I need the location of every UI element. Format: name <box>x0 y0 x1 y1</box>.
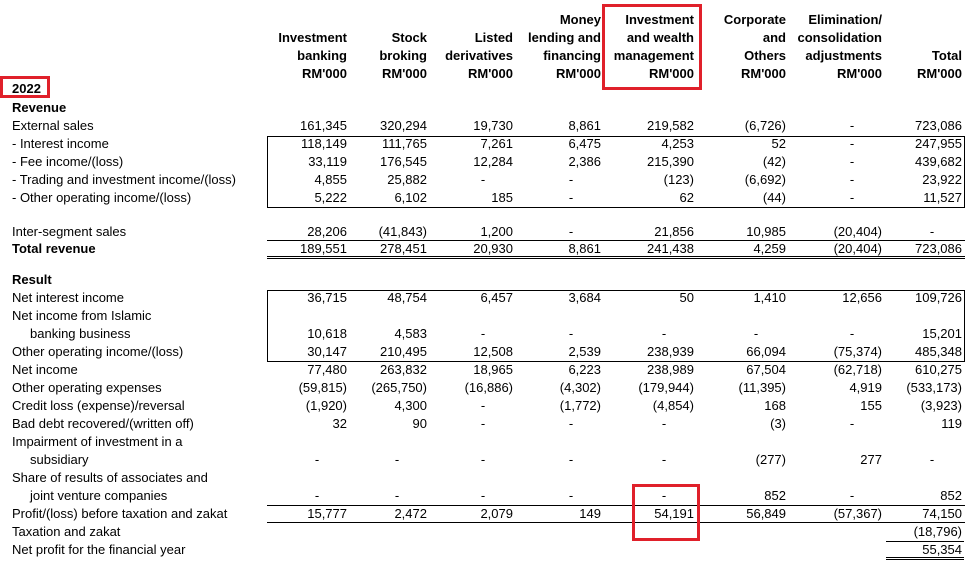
table-cell: - <box>661 416 667 431</box>
table-cell: 90 <box>412 416 427 431</box>
table-cell: - <box>929 224 935 239</box>
column-header-4-line-2: lending and <box>528 30 601 45</box>
table-cell: 852 <box>764 488 786 503</box>
table-cell: 485,348 <box>915 344 962 359</box>
table-cell: 4,259 <box>753 241 786 256</box>
column-header-8-line-2: RM'000 <box>917 66 962 81</box>
row-label: subsidiary <box>30 452 89 467</box>
table-cell: 185 <box>491 190 513 205</box>
section-revenue: Revenue <box>12 100 67 115</box>
table-cell: 723,086 <box>915 118 962 133</box>
table-cell: - <box>568 190 574 205</box>
table-cell: 1,200 <box>480 224 513 239</box>
table-cell: 4,300 <box>394 398 427 413</box>
row-label: External sales <box>12 118 94 133</box>
table-cell: (75,374) <box>833 344 882 359</box>
table-cell: - <box>929 452 935 467</box>
table-cell: - <box>849 118 855 133</box>
rule-profit-bottom <box>267 522 965 523</box>
table-cell: 21,856 <box>654 224 694 239</box>
table-cell: 77,480 <box>307 362 347 377</box>
column-header-1-line-1: Investment <box>278 30 347 45</box>
table-cell: - <box>849 190 855 205</box>
table-cell: (265,750) <box>371 380 427 395</box>
column-header-7-line-3: adjustments <box>805 48 882 63</box>
table-cell: 2,539 <box>568 344 601 359</box>
table-cell: (57,367) <box>833 506 882 521</box>
row-label: Taxation and zakat <box>12 524 121 539</box>
table-cell: (62,718) <box>833 362 882 377</box>
table-cell: (1,772) <box>559 398 601 413</box>
column-header-5-line-1: Investment <box>625 12 694 27</box>
table-cell: - <box>849 136 855 151</box>
table-cell: 67,504 <box>746 362 786 377</box>
row-label: - Interest income <box>12 136 109 151</box>
table-cell: - <box>394 488 400 503</box>
table-cell: 111,765 <box>381 136 427 151</box>
table-cell: 278,451 <box>380 241 427 256</box>
table-cell: - <box>849 416 855 431</box>
table-cell: 54,191 <box>654 506 694 521</box>
table-cell: 6,102 <box>394 190 427 205</box>
table-cell: 610,275 <box>915 362 962 377</box>
table-cell: (6,692) <box>744 172 786 187</box>
row-label: Other operating income/(loss) <box>12 344 184 359</box>
row-label: Net interest income <box>12 290 124 305</box>
table-cell: (11,395) <box>738 380 786 395</box>
table-cell: 50 <box>679 290 694 305</box>
table-cell: 30,147 <box>307 344 347 359</box>
table-cell: - <box>568 488 574 503</box>
table-cell: 241,438 <box>647 241 694 256</box>
table-cell: 3,684 <box>568 290 601 305</box>
table-cell: 12,284 <box>473 154 513 169</box>
table-cell: (16,886) <box>464 380 513 395</box>
table-cell: (4,302) <box>559 380 601 395</box>
section-result: Result <box>12 272 52 287</box>
table-cell: 149 <box>579 506 601 521</box>
table-cell: 189,551 <box>300 241 347 256</box>
table-cell: 18,965 <box>473 362 513 377</box>
rule-total-net-bottom <box>886 557 964 560</box>
table-cell: 10,985 <box>746 224 786 239</box>
table-cell: (44) <box>762 190 786 205</box>
table-cell: 20,930 <box>473 241 513 256</box>
table-cell: 48,754 <box>387 290 427 305</box>
column-header-2-line-2: broking <box>379 48 427 63</box>
table-cell: - <box>661 488 667 503</box>
column-header-6-line-1: Corporate <box>723 12 786 27</box>
table-cell: 32 <box>332 416 347 431</box>
table-cell: 25,882 <box>387 172 427 187</box>
column-header-3-line-1: Listed <box>474 30 513 45</box>
rule-profit-top <box>267 505 965 506</box>
revenue-breakdown-box <box>267 136 965 208</box>
table-cell: (41,843) <box>378 224 427 239</box>
table-cell: 109,726 <box>915 290 962 305</box>
table-cell: (3,923) <box>920 398 962 413</box>
row-label: Net income <box>12 362 78 377</box>
row-label: Inter-segment sales <box>12 224 127 239</box>
row-label: joint venture companies <box>30 488 168 503</box>
row-label: Credit loss (expense)/reversal <box>12 398 185 413</box>
table-cell: - <box>849 172 855 187</box>
row-label: Share of results of associates and <box>12 470 208 485</box>
table-cell: 118,149 <box>300 136 347 151</box>
table-cell: - <box>480 172 486 187</box>
column-header-6-line-3: Others <box>744 48 786 63</box>
table-cell: - <box>480 452 486 467</box>
table-cell: 5,222 <box>314 190 347 205</box>
table-cell: 320,294 <box>380 118 427 133</box>
row-label: Bad debt recovered/(written off) <box>12 416 194 431</box>
table-cell: 28,206 <box>307 224 347 239</box>
column-header-3-line-3: RM'000 <box>468 66 513 81</box>
table-cell: 238,939 <box>647 344 694 359</box>
column-header-3-line-2: derivatives <box>445 48 513 63</box>
column-header-1-line-3: RM'000 <box>302 66 347 81</box>
table-cell: - <box>568 326 574 341</box>
row-label: Net income from Islamic <box>12 308 152 323</box>
table-cell: 263,832 <box>380 362 427 377</box>
table-cell: 11,527 <box>923 190 962 205</box>
column-header-5-line-3: management <box>613 48 694 63</box>
table-cell: (4,854) <box>652 398 694 413</box>
table-cell: - <box>480 326 486 341</box>
table-cell: (20,404) <box>833 224 882 239</box>
table-cell: 852 <box>940 488 962 503</box>
table-cell: 4,919 <box>849 380 882 395</box>
column-header-7-line-4: RM'000 <box>837 66 882 81</box>
table-cell: - <box>849 326 855 341</box>
table-cell: 4,253 <box>661 136 694 151</box>
highlight-investment-wealth-header <box>602 4 702 90</box>
table-cell: 247,955 <box>915 136 962 151</box>
table-cell: 439,682 <box>915 154 962 169</box>
table-cell: (18,796) <box>913 524 962 539</box>
column-header-4-line-1: Money <box>559 12 601 27</box>
table-cell: 10,618 <box>307 326 347 341</box>
table-cell: 55,354 <box>922 542 962 557</box>
table-cell: 15,777 <box>307 506 347 521</box>
table-cell: (6,726) <box>744 118 786 133</box>
table-cell: - <box>568 452 574 467</box>
table-cell: (3) <box>770 416 786 431</box>
table-cell: 238,989 <box>647 362 694 377</box>
table-cell: 168 <box>764 398 786 413</box>
table-cell: 161,345 <box>300 118 347 133</box>
table-cell: (533,173) <box>906 380 962 395</box>
column-header-1-line-2: banking <box>297 48 347 63</box>
table-cell: (42) <box>762 154 786 169</box>
row-label: Total revenue <box>12 241 96 256</box>
table-cell: (277) <box>755 452 786 467</box>
table-cell: 215,390 <box>647 154 694 169</box>
table-cell: (1,920) <box>305 398 347 413</box>
table-cell: 155 <box>860 398 882 413</box>
table-cell: 19,730 <box>473 118 513 133</box>
table-cell: - <box>314 488 320 503</box>
table-cell: (123) <box>663 172 694 187</box>
table-cell: 1,410 <box>753 290 786 305</box>
table-cell: 6,475 <box>568 136 601 151</box>
row-label: - Other operating income/(loss) <box>12 190 192 205</box>
table-cell: 723,086 <box>915 241 962 256</box>
table-cell: 62 <box>679 190 694 205</box>
table-cell: - <box>568 416 574 431</box>
year-label: 2022 <box>12 81 41 96</box>
table-cell: 12,508 <box>473 344 513 359</box>
table-cell: - <box>849 154 855 169</box>
column-header-4-line-3: financing <box>543 48 601 63</box>
table-cell: 2,472 <box>394 506 427 521</box>
highlight-investment-wealth-profit <box>632 484 700 541</box>
table-cell: 8,861 <box>568 241 601 256</box>
row-label: Profit/(loss) before taxation and zakat <box>12 506 228 521</box>
row-label: Impairment of investment in a <box>12 434 183 449</box>
row-label: Net profit for the financial year <box>12 542 186 557</box>
table-cell: (179,944) <box>638 380 694 395</box>
table-cell: - <box>394 452 400 467</box>
highlight-year <box>0 76 50 98</box>
table-cell: 7,261 <box>480 136 513 151</box>
table-cell: - <box>568 172 574 187</box>
table-cell: (59,815) <box>298 380 347 395</box>
table-cell: - <box>480 398 486 413</box>
table-cell: - <box>661 452 667 467</box>
result-breakdown-box <box>267 290 965 362</box>
table-cell: 119 <box>941 416 962 431</box>
column-header-5-line-2: and wealth <box>626 30 694 45</box>
table-cell: - <box>849 488 855 503</box>
column-header-4-line-4: RM'000 <box>556 66 601 81</box>
column-header-5-line-4: RM'000 <box>649 66 694 81</box>
rule-total-net-top <box>886 541 964 542</box>
table-cell: (20,404) <box>833 241 882 256</box>
table-cell: 8,861 <box>568 118 601 133</box>
table-cell: 66,094 <box>746 344 786 359</box>
table-cell: 219,582 <box>647 118 694 133</box>
row-label: - Trading and investment income/(loss) <box>12 172 236 187</box>
column-header-6-line-4: RM'000 <box>741 66 786 81</box>
table-cell: 15,201 <box>922 326 962 341</box>
column-header-7-line-1: Elimination/ <box>808 12 882 27</box>
table-cell: 277 <box>860 452 882 467</box>
rule-total-revenue <box>267 256 965 259</box>
table-cell: 4,583 <box>394 326 427 341</box>
rule-inter-segment <box>267 240 965 241</box>
table-cell: 2,079 <box>480 506 513 521</box>
table-cell: - <box>480 488 486 503</box>
table-cell: 52 <box>771 136 786 151</box>
table-cell: - <box>568 224 574 239</box>
row-label: - Fee income/(loss) <box>12 154 124 169</box>
table-cell: 6,457 <box>480 290 513 305</box>
row-label: banking business <box>30 326 131 341</box>
table-cell: - <box>314 452 320 467</box>
table-cell: 12,656 <box>842 290 882 305</box>
column-header-2-line-1: Stock <box>391 30 427 45</box>
table-cell: 23,922 <box>922 172 962 187</box>
table-cell: 33,119 <box>308 154 347 169</box>
table-cell: 4,855 <box>314 172 347 187</box>
column-header-6-line-2: and <box>762 30 786 45</box>
table-cell: 210,495 <box>380 344 427 359</box>
table-cell: 56,849 <box>746 506 786 521</box>
table-cell: - <box>753 326 759 341</box>
table-cell: - <box>661 326 667 341</box>
column-header-7-line-2: consolidation <box>797 30 882 45</box>
column-header-2-line-3: RM'000 <box>382 66 427 81</box>
table-cell: 36,715 <box>307 290 347 305</box>
table-cell: 176,545 <box>380 154 427 169</box>
table-cell: 74,150 <box>922 506 962 521</box>
table-cell: - <box>480 416 486 431</box>
column-header-8-line-1: Total <box>931 48 962 63</box>
table-cell: 6,223 <box>568 362 601 377</box>
row-label: Other operating expenses <box>12 380 162 395</box>
table-cell: 2,386 <box>568 154 601 169</box>
